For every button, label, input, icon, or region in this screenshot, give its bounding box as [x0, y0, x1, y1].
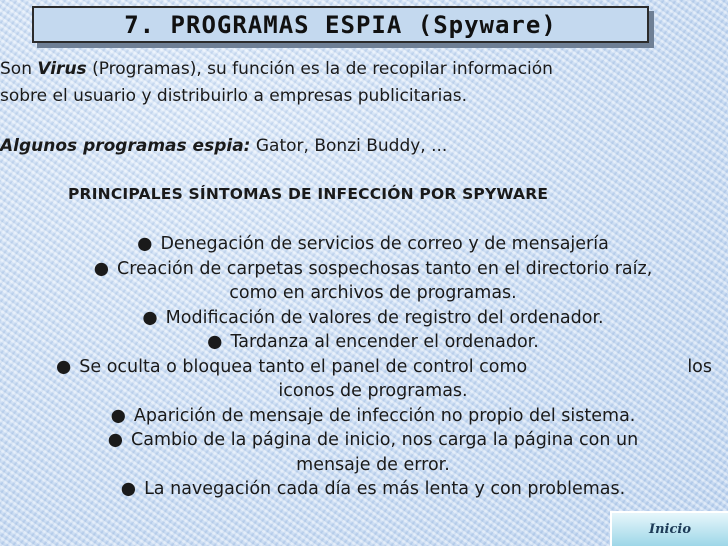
symptom-text: Se oculta o bloquea tanto el panel de control como	[79, 356, 528, 377]
symptom-text: Tardanza al encender el ordenador.	[230, 332, 539, 352]
symptom-text-tail: los	[687, 356, 712, 377]
virus-term: Virus	[37, 59, 87, 79]
bullet-icon: ●	[110, 405, 126, 426]
bullet-icon: ●	[93, 258, 109, 279]
symptoms-list	[20, 232, 726, 502]
page-title: 7. PROGRAMAS ESPIA (Spyware)	[124, 10, 557, 39]
list-item	[20, 477, 726, 502]
examples-text: Gator, Bonzi Buddy, ...	[250, 136, 448, 156]
list-item	[20, 355, 726, 404]
symptom-text: Cambio de la página de inicio, nos carga la página con un	[131, 430, 639, 450]
list-item	[20, 232, 726, 257]
symptom-text: La navegación cada día es más lenta y con problemas.	[144, 479, 626, 499]
bullet-icon: ●	[107, 430, 124, 450]
list-item	[20, 330, 726, 355]
examples-line	[0, 136, 447, 156]
inicio-button[interactable]: Inicio	[610, 511, 728, 546]
symptoms-heading: PRINCIPALES SÍNTOMAS DE INFECCIÓN POR SPYWARE	[68, 185, 549, 203]
title-banner	[32, 6, 649, 43]
list-item	[20, 404, 726, 429]
bullet-icon: ●	[137, 234, 153, 254]
examples-label: Algunos programas espia:	[0, 136, 251, 156]
symptom-text-cont: mensaje de error.	[296, 454, 450, 475]
list-item	[20, 257, 726, 306]
bullet-icon: ●	[142, 307, 158, 328]
list-item	[20, 306, 726, 331]
symptom-text-cont: como en archivos de programas.	[229, 283, 517, 303]
bullet-icon: ●	[207, 332, 223, 352]
bullet-icon: ●	[56, 356, 72, 377]
intro-rest-line1: (Programas), su función es la de recopilar información	[86, 59, 553, 79]
intro-prefix: Son	[0, 59, 38, 79]
bullet-icon: ●	[120, 479, 137, 499]
symptom-text: Denegación de servicios de correo y de mensajería	[160, 234, 609, 254]
symptom-text: Aparición de mensaje de infección no propio del sistema.	[133, 405, 636, 426]
intro-paragraph	[0, 56, 720, 110]
intro-line2: sobre el usuario y distribuirlo a empresas publicitarias.	[0, 86, 468, 106]
symptom-text-cont: iconos de programas.	[278, 381, 468, 401]
symptom-text: Creación de carpetas sospechosas tanto en el directorio raíz,	[117, 258, 653, 279]
list-item	[20, 428, 726, 477]
symptom-text: Modificación de valores de registro del ordenador.	[165, 307, 604, 328]
